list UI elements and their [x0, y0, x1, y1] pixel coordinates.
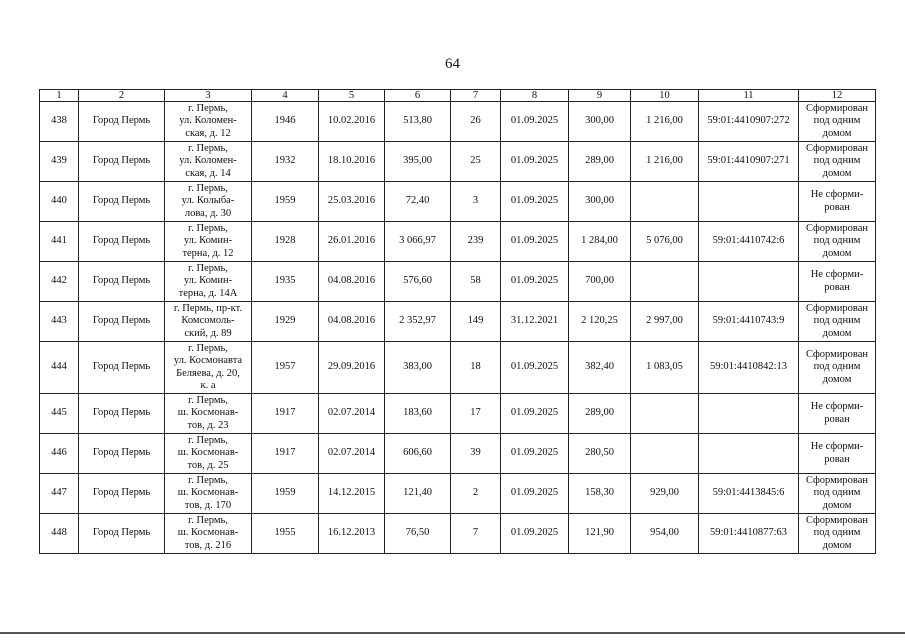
cell-number: 445: [40, 394, 79, 434]
cell-year-built: 1957: [252, 342, 319, 394]
cell-plot-area: 954,00: [631, 514, 699, 554]
cell-residents: 7: [451, 514, 501, 554]
cell-land-area: 158,30: [569, 474, 631, 514]
cell-municipality: Город Пермь: [79, 434, 165, 474]
cell-area: 121,40: [385, 474, 451, 514]
cell-address: г. Пермь, ш. Космонав- тов, д. 170: [165, 474, 252, 514]
cell-number: 443: [40, 302, 79, 342]
cell-cadastral-number: 59:01:4410743:9: [699, 302, 799, 342]
cell-area: 3 066,97: [385, 222, 451, 262]
cell-status: Не сформи- рован: [799, 182, 876, 222]
cell-municipality: Город Пермь: [79, 262, 165, 302]
cell-status: Сформирован под одним домом: [799, 514, 876, 554]
cell-land-area: 289,00: [569, 142, 631, 182]
page-bottom-edge: [0, 632, 905, 634]
cell-address: г. Пермь, ул. Колыба- лова, д. 30: [165, 182, 252, 222]
column-header: 9: [569, 90, 631, 102]
cell-number: 444: [40, 342, 79, 394]
cell-deadline: 01.09.2025: [501, 514, 569, 554]
column-header: 8: [501, 90, 569, 102]
cell-municipality: Город Пермь: [79, 182, 165, 222]
cell-residents: 17: [451, 394, 501, 434]
cell-year-built: 1929: [252, 302, 319, 342]
cell-area: 513,80: [385, 102, 451, 142]
cell-municipality: Город Пермь: [79, 142, 165, 182]
cell-municipality: Город Пермь: [79, 474, 165, 514]
cell-deadline: 01.09.2025: [501, 394, 569, 434]
cell-area: 183,60: [385, 394, 451, 434]
cell-status: Не сформи- рован: [799, 434, 876, 474]
cell-number: 446: [40, 434, 79, 474]
cell-year-built: 1917: [252, 434, 319, 474]
table-row: [40, 514, 876, 554]
cell-date: 14.12.2015: [319, 474, 385, 514]
cell-address: г. Пермь, ш. Космонав- тов, д. 23: [165, 394, 252, 434]
column-header: 1: [40, 90, 79, 102]
page-number: 64: [445, 56, 460, 72]
table-row: [40, 182, 876, 222]
cell-deadline: 01.09.2025: [501, 102, 569, 142]
cell-number: 442: [40, 262, 79, 302]
cell-land-area: 280,50: [569, 434, 631, 474]
column-header: 3: [165, 90, 252, 102]
table-row: [40, 434, 876, 474]
cell-land-area: 700,00: [569, 262, 631, 302]
cell-area: 606,60: [385, 434, 451, 474]
cell-date: 04.08.2016: [319, 262, 385, 302]
cell-number: 439: [40, 142, 79, 182]
cell-number: 438: [40, 102, 79, 142]
cell-plot-area: 5 076,00: [631, 222, 699, 262]
cell-cadastral-number: 59:01:4413845:6: [699, 474, 799, 514]
cell-year-built: 1917: [252, 394, 319, 434]
cell-date: 26.01.2016: [319, 222, 385, 262]
cell-municipality: Город Пермь: [79, 514, 165, 554]
cell-plot-area: [631, 182, 699, 222]
header-row: [40, 90, 876, 102]
cell-address: г. Пермь, ул. Коломен- ская, д. 14: [165, 142, 252, 182]
cell-plot-area: [631, 434, 699, 474]
cell-cadastral-number: [699, 182, 799, 222]
column-header: 10: [631, 90, 699, 102]
table-row: [40, 474, 876, 514]
cell-land-area: 382,40: [569, 342, 631, 394]
cell-number: 447: [40, 474, 79, 514]
cell-status: Не сформи- рован: [799, 394, 876, 434]
cell-land-area: 300,00: [569, 102, 631, 142]
cell-residents: 26: [451, 102, 501, 142]
table-row: [40, 222, 876, 262]
cell-land-area: 300,00: [569, 182, 631, 222]
table-row: [40, 394, 876, 434]
cell-cadastral-number: [699, 394, 799, 434]
table-row: [40, 142, 876, 182]
table-row: [40, 102, 876, 142]
cell-deadline: 01.09.2025: [501, 182, 569, 222]
cell-residents: 58: [451, 262, 501, 302]
column-header: 11: [699, 90, 799, 102]
cell-year-built: 1935: [252, 262, 319, 302]
cell-area: 395,00: [385, 142, 451, 182]
cell-date: 29.09.2016: [319, 342, 385, 394]
column-header: 12: [799, 90, 876, 102]
cell-status: Сформирован под одним домом: [799, 102, 876, 142]
cell-area: 576,60: [385, 262, 451, 302]
cell-deadline: 31.12.2021: [501, 302, 569, 342]
cell-area: 72,40: [385, 182, 451, 222]
cell-deadline: 01.09.2025: [501, 434, 569, 474]
cell-land-area: 121,90: [569, 514, 631, 554]
cell-residents: 2: [451, 474, 501, 514]
cell-year-built: 1928: [252, 222, 319, 262]
cell-land-area: 2 120,25: [569, 302, 631, 342]
cell-status: Сформирован под одним домом: [799, 142, 876, 182]
cell-status: Сформирован под одним домом: [799, 222, 876, 262]
cell-status: Не сформи- рован: [799, 262, 876, 302]
cell-year-built: 1959: [252, 182, 319, 222]
cell-residents: 239: [451, 222, 501, 262]
cell-residents: 3: [451, 182, 501, 222]
cell-year-built: 1946: [252, 102, 319, 142]
cell-address: г. Пермь, пр-кт. Комсомоль- ский, д. 89: [165, 302, 252, 342]
cell-status: Сформирован под одним домом: [799, 342, 876, 394]
table-row: [40, 262, 876, 302]
cell-address: г. Пермь, ул. Космонавта Беляева, д. 20, к. а: [165, 342, 252, 394]
cell-residents: 39: [451, 434, 501, 474]
cell-municipality: Город Пермь: [79, 394, 165, 434]
cell-number: 448: [40, 514, 79, 554]
registry-table: [39, 89, 876, 554]
cell-date: 16.12.2013: [319, 514, 385, 554]
cell-area: 76,50: [385, 514, 451, 554]
cell-municipality: Город Пермь: [79, 102, 165, 142]
cell-cadastral-number: 59:01:4410907:272: [699, 102, 799, 142]
cell-date: 25.03.2016: [319, 182, 385, 222]
column-header: 6: [385, 90, 451, 102]
cell-date: 02.07.2014: [319, 434, 385, 474]
cell-plot-area: 1 083,05: [631, 342, 699, 394]
table-row: [40, 302, 876, 342]
cell-cadastral-number: [699, 262, 799, 302]
cell-cadastral-number: 59:01:4410907:271: [699, 142, 799, 182]
cell-date: 04.08.2016: [319, 302, 385, 342]
cell-address: г. Пермь, ул. Коломен- ская, д. 12: [165, 102, 252, 142]
cell-year-built: 1955: [252, 514, 319, 554]
cell-year-built: 1932: [252, 142, 319, 182]
cell-deadline: 01.09.2025: [501, 222, 569, 262]
cell-land-area: 289,00: [569, 394, 631, 434]
cell-cadastral-number: 59:01:4410842:13: [699, 342, 799, 394]
cell-date: 18.10.2016: [319, 142, 385, 182]
table-row: [40, 342, 876, 394]
cell-municipality: Город Пермь: [79, 342, 165, 394]
cell-area: 2 352,97: [385, 302, 451, 342]
cell-deadline: 01.09.2025: [501, 262, 569, 302]
cell-plot-area: 2 997,00: [631, 302, 699, 342]
column-header: 5: [319, 90, 385, 102]
column-header: 7: [451, 90, 501, 102]
cell-address: г. Пермь, ш. Космонав- тов, д. 25: [165, 434, 252, 474]
cell-cadastral-number: 59:01:4410742:6: [699, 222, 799, 262]
registry-body: [40, 102, 876, 554]
cell-plot-area: 1 216,00: [631, 102, 699, 142]
cell-number: 441: [40, 222, 79, 262]
cell-residents: 149: [451, 302, 501, 342]
cell-plot-area: 929,00: [631, 474, 699, 514]
cell-address: г. Пермь, ул. Комин- терна, д. 12: [165, 222, 252, 262]
cell-deadline: 01.09.2025: [501, 142, 569, 182]
cell-plot-area: [631, 394, 699, 434]
cell-municipality: Город Пермь: [79, 302, 165, 342]
cell-date: 02.07.2014: [319, 394, 385, 434]
cell-number: 440: [40, 182, 79, 222]
cell-deadline: 01.09.2025: [501, 342, 569, 394]
cell-residents: 18: [451, 342, 501, 394]
cell-plot-area: [631, 262, 699, 302]
cell-deadline: 01.09.2025: [501, 474, 569, 514]
cell-status: Сформирован под одним домом: [799, 474, 876, 514]
cell-date: 10.02.2016: [319, 102, 385, 142]
column-header: 4: [252, 90, 319, 102]
cell-cadastral-number: 59:01:4410877:63: [699, 514, 799, 554]
cell-residents: 25: [451, 142, 501, 182]
cell-municipality: Город Пермь: [79, 222, 165, 262]
cell-plot-area: 1 216,00: [631, 142, 699, 182]
column-header: 2: [79, 90, 165, 102]
cell-address: г. Пермь, ул. Комин- терна, д. 14А: [165, 262, 252, 302]
cell-cadastral-number: [699, 434, 799, 474]
cell-address: г. Пермь, ш. Космонав- тов, д. 216: [165, 514, 252, 554]
cell-status: Сформирован под одним домом: [799, 302, 876, 342]
cell-area: 383,00: [385, 342, 451, 394]
cell-land-area: 1 284,00: [569, 222, 631, 262]
cell-year-built: 1959: [252, 474, 319, 514]
